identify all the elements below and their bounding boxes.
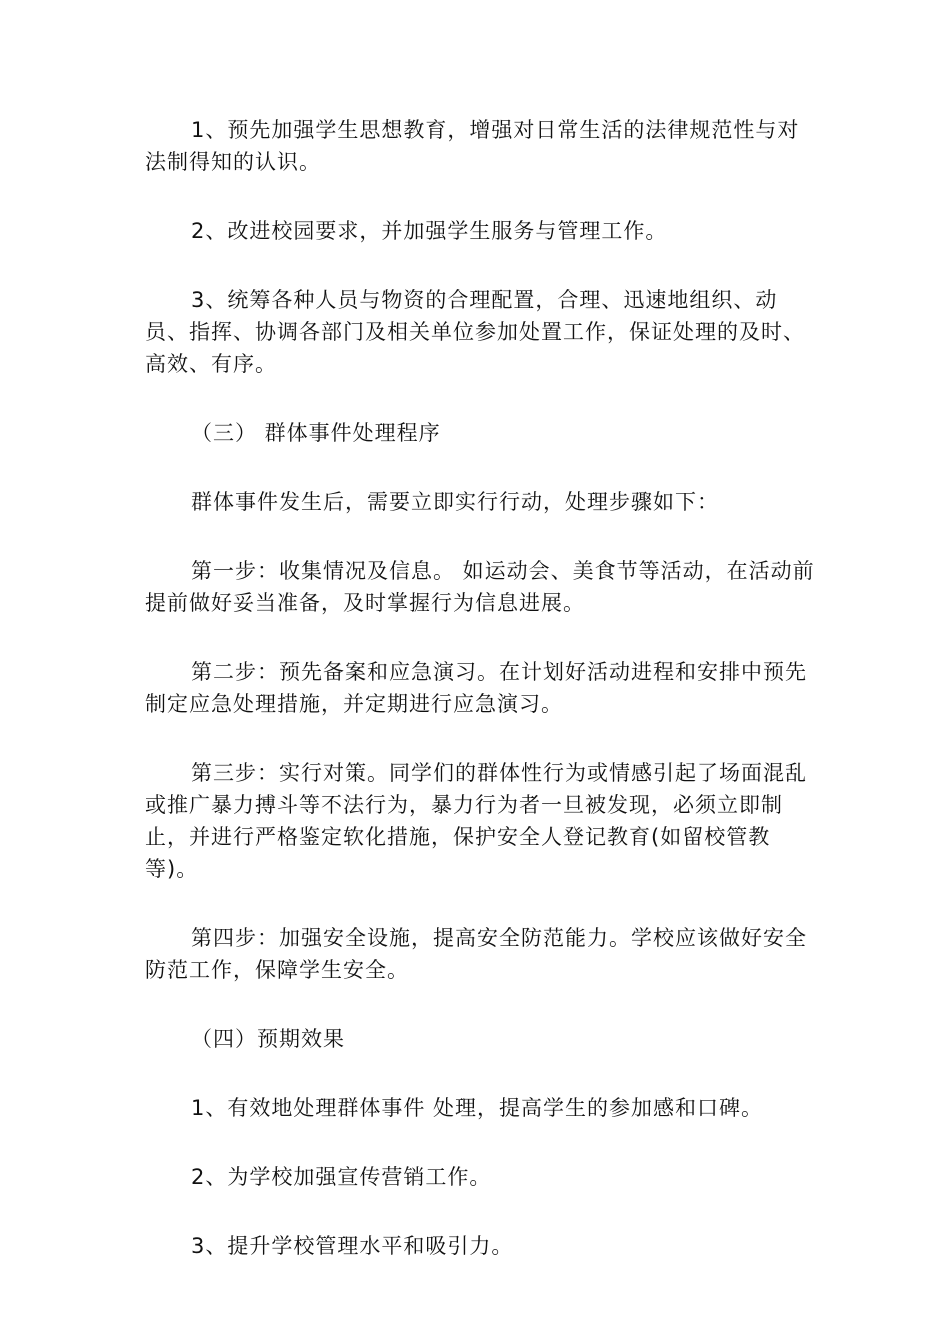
paragraph-procedure-intro: 群体事件发生后，需要立即实行行动，处理步骤如下： [191, 490, 719, 514]
paragraph-result-3: 3、提升学校管理水平和吸引力。 [191, 1234, 514, 1258]
paragraph-step-3: 第三步：实行对策。同学们的群体性行为或情感引起了场面混乱或推广暴力搏斗等不法行为，暴力行为者一旦被发现，必须立即制止，并进行严格鉴定软化措施，保护安全人登记教育(如留校管教等)。 [145, 761, 807, 881]
paragraph-measure-1: 1、预先加强学生思想教育，增强对日常生活的法律规范性与对法制得知的认识。 [145, 118, 800, 174]
paragraph-step-4: 第四步：加强安全设施，提高安全防范能力。学校应该做好安全防范工作，保障学生安全。 [145, 926, 807, 982]
section-heading-procedure: （三） 群体事件处理程序 [191, 421, 441, 445]
paragraph-measure-2: 2、改进校园要求，并加强学生服务与管理工作。 [191, 219, 668, 243]
paragraph-measure-3: 3、统筹各种人员与物资的合理配置，合理、迅速地组织、动员、指挥、协调各部门及相关单位参加处置工作，保证处理的及时、高效、有序。 [145, 288, 805, 376]
paragraph-result-2: 2、为学校加强宣传营销工作。 [191, 1165, 492, 1189]
document-body [145, 114, 817, 1262]
paragraph-step-1: 第一步：收集情况及信息。 如运动会、美食节等活动，在活动前提前做好妥当准备，及时掌握行为信息进展。 [145, 559, 815, 615]
section-heading-expected-results: （四）预期效果 [191, 1027, 345, 1051]
paragraph-result-1: 1、有效地处理群体事件 处理，提高学生的参加感和口碑。 [191, 1096, 764, 1120]
paragraph-step-2: 第二步：预先备案和应急演习。在计划好活动进程和安排中预先制定应急处理措施，并定期进行应急演习。 [145, 660, 807, 716]
